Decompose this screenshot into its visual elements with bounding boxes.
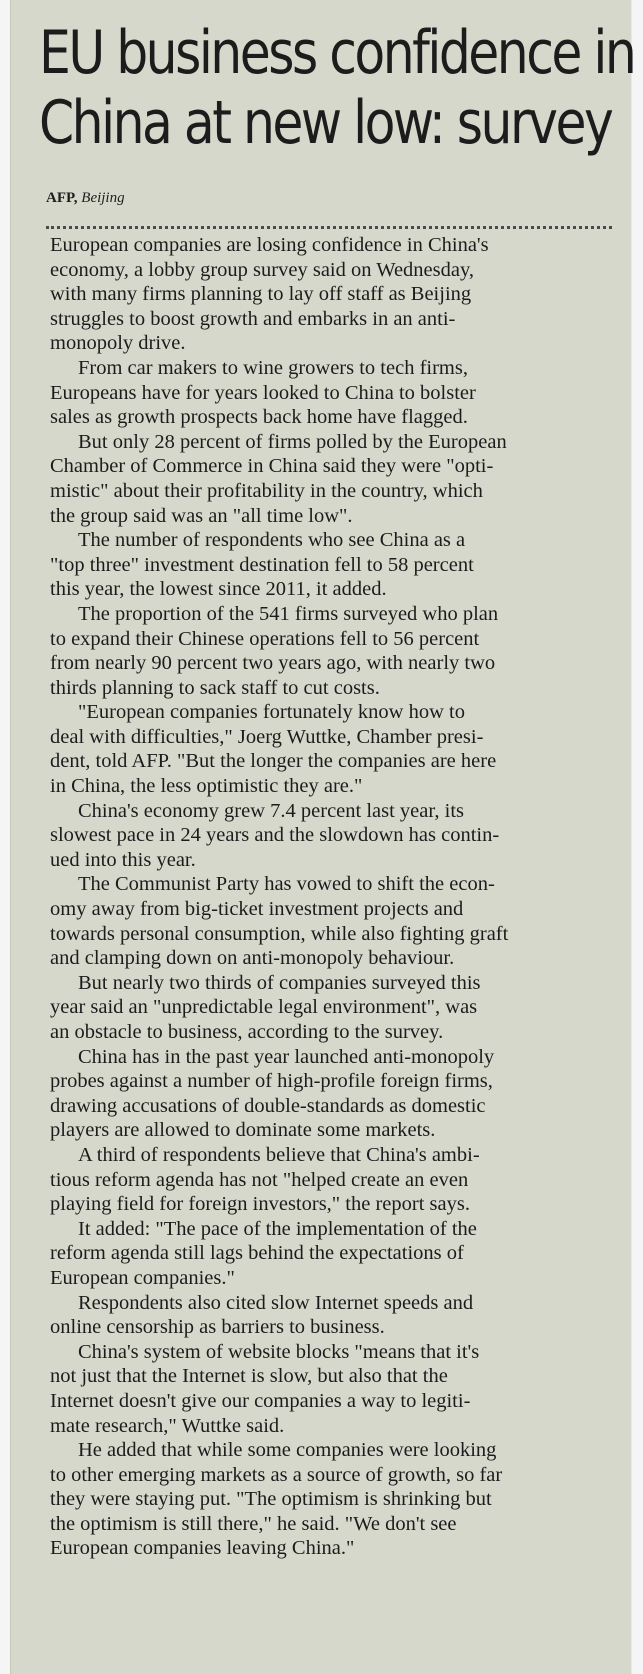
article-line: dent, told AFP. "But the longer the companies are here: [50, 750, 497, 773]
article-line: the group said was an "all time low".: [50, 504, 353, 527]
article-line: monopoly drive.: [50, 332, 186, 355]
article-line: to expand their Chinese operations fell to 56 percent: [50, 627, 480, 650]
dateline-location: Beijing: [81, 190, 125, 206]
article-line: thirds planning to sack staff to cut costs.: [50, 676, 380, 699]
article-body: [50, 233, 614, 1561]
article-line: an obstacle to business, according to the survey.: [50, 1021, 444, 1043]
article-line: online censorship as barriers to business.: [50, 1316, 385, 1339]
article-line: The proportion of the 541 firms surveyed who plan: [78, 602, 499, 625]
article-paragraph: [50, 1217, 614, 1291]
article-line: probes against a number of high-profile foreign firms,: [50, 1070, 493, 1093]
article-line: But nearly two thirds of companies surveyed this: [78, 971, 481, 994]
article-line: mate research," Wuttke said.: [50, 1414, 285, 1437]
article-line: A third of respondents believe that China's ambi-: [78, 1143, 480, 1166]
article-paragraph: [50, 602, 614, 700]
headline-line: EU business confidence in: [39, 18, 635, 88]
headline-line: China at new low: survey: [39, 88, 612, 158]
article-paragraph: [50, 872, 614, 970]
article-line: The Communist Party has vowed to shift the econ-: [78, 873, 495, 896]
article-line: China's system of website blocks "means that it's: [78, 1340, 480, 1363]
article-line: The number of respondents who see China as a: [78, 529, 466, 552]
headline: [39, 18, 635, 158]
article-line: they were staying put. "The optimism is shrinking but: [50, 1488, 492, 1511]
article-line: and clamping down on anti-monopoly behaviour.: [50, 947, 455, 970]
article-line: sales as growth prospects back home have flagged.: [50, 406, 468, 429]
article-line: struggles to boost growth and embarks in an anti-: [50, 307, 456, 330]
article-line: European companies are losing confidence in China's: [50, 234, 489, 256]
article-paragraph: [50, 700, 614, 798]
article-line: year said an "unpredictable legal environment", was: [50, 996, 478, 1019]
article-line: towards personal consumption, while also fighting graft: [50, 922, 509, 945]
article-line: reform agenda still lags behind the expectations of: [50, 1242, 464, 1265]
article-paragraph: [50, 1438, 614, 1561]
article-paragraph: [50, 528, 614, 602]
article-paragraph: [50, 799, 614, 873]
article-line: slowest pace in 24 years and the slowdown has contin-: [50, 824, 500, 847]
article-paragraph: [50, 233, 614, 356]
article-line: Chamber of Commerce in China said they were "opti-: [50, 455, 494, 478]
article-line: From car makers to wine growers to tech firms,: [78, 356, 468, 379]
article-line: Respondents also cited slow Internet speeds and: [78, 1291, 474, 1314]
article-line: tious reform agenda has not "helped create an even: [50, 1168, 469, 1191]
article-line: this year, the lowest since 2011, it added.: [50, 578, 387, 601]
article-line: It added: "The pace of the implementation of the: [78, 1217, 477, 1240]
article-line: Europeans have for years looked to China to bolster: [50, 381, 476, 404]
article-paragraph: [50, 971, 614, 1045]
article-line: with many firms planning to lay off staff as Beijing: [50, 283, 472, 306]
article-paragraph: [50, 1291, 614, 1340]
article-line: from nearly 90 percent two years ago, with nearly two: [50, 652, 496, 675]
dotted-divider: [46, 226, 612, 229]
article-line: deal with difficulties," Joerg Wuttke, Chamber presi-: [50, 725, 484, 748]
article-line: players are allowed to dominate some markets.: [50, 1119, 436, 1142]
article-paragraph: [50, 356, 614, 430]
article-line: in China, the less optimistic they are.": [50, 775, 363, 798]
article-line: ued into this year.: [50, 848, 196, 871]
article-line: European companies.": [50, 1266, 235, 1289]
dateline-source: AFP,: [46, 190, 78, 206]
article-line: not just that the Internet is slow, but also that the: [50, 1365, 448, 1388]
article-line: playing field for foreign investors," the report says.: [50, 1193, 470, 1216]
article-line: to other emerging markets as a source of growth, so far: [50, 1463, 503, 1486]
article-line: omy away from big-ticket investment projects and: [50, 898, 464, 921]
article-line: He added that while some companies were looking: [78, 1439, 497, 1462]
article-line: "European companies fortunately know how to: [78, 701, 465, 724]
article-line: European companies leaving China.": [50, 1537, 355, 1560]
article-paragraph: [50, 430, 614, 528]
article-line: economy, a lobby group survey said on Wednesday,: [50, 258, 475, 281]
article-paragraph: [50, 1045, 614, 1143]
article-line: But only 28 percent of firms polled by the European: [78, 430, 507, 453]
newspaper-clipping: [10, 0, 635, 1674]
article-line: drawing accusations of double-standards as domestic: [50, 1094, 486, 1117]
article-paragraph: [50, 1143, 614, 1217]
article-line: "top three" investment destination fell to 58 percent: [50, 553, 474, 576]
article-line: mistic" about their profitability in the country, which: [50, 479, 483, 502]
article-line: Internet doesn't give our companies a way to legiti-: [50, 1389, 471, 1412]
article-paragraph: [50, 1340, 614, 1438]
article-line: China's economy grew 7.4 percent last year, its: [78, 799, 464, 822]
article-line: the optimism is still there," he said. "We don't see: [50, 1512, 457, 1535]
dateline: [46, 190, 125, 207]
article-line: China has in the past year launched anti-monopoly: [78, 1045, 495, 1068]
